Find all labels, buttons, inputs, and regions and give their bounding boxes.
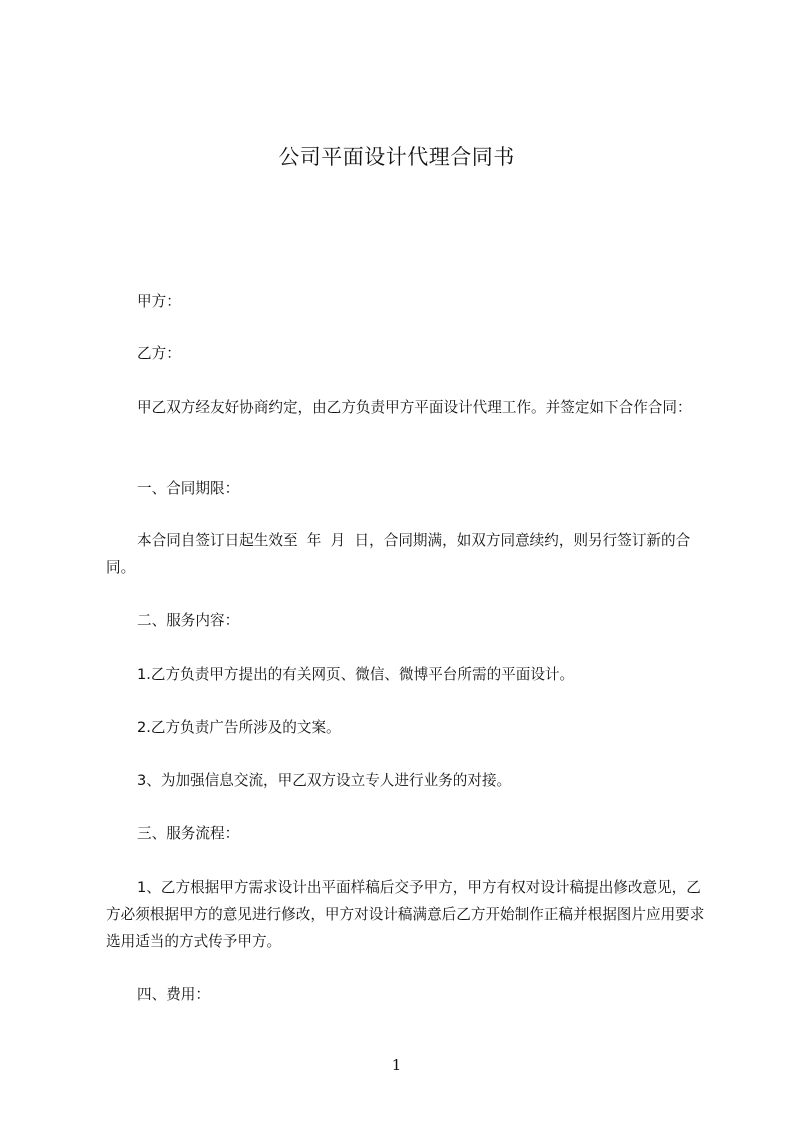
section1-heading: 一、合同期限： [137, 480, 240, 497]
section3-item-1: 1、乙方根据甲方需求设计出平面样稿后交予甲方，甲方有权对设计稿提出修改意见，乙方必须根据甲方的意见进行修改，甲方对设计稿满意后乙方开始制作正稿并根据图片应用要求选用适当的方式传予甲方。 [106, 879, 705, 950]
section4-heading: 四、费用： [137, 986, 210, 1003]
party-b-line: 乙方： [137, 345, 181, 362]
page-number: 1 [391, 1056, 402, 1074]
section2-item-2: 2.乙方负责广告所涉及的文案。 [137, 719, 341, 736]
party-a-line: 甲方： [137, 293, 181, 310]
section3-heading: 三、服务流程： [137, 825, 240, 842]
section2-heading: 二、服务内容： [137, 612, 240, 629]
document-title: 公司平面设计代理合同书 [278, 145, 515, 169]
section1-paragraph: 本合同自签订日起生效至 年 月 日，合同期满，如双方同意续约，则另行签订新的合同。 [106, 532, 691, 576]
section2-item-1: 1.乙方负责甲方提出的有关网页、微信、微博平台所需的平面设计。 [137, 666, 575, 683]
section2-item-3: 3、为加强信息交流，甲乙双方设立专人进行业务的对接。 [137, 772, 512, 789]
intro-paragraph: 甲乙双方经友好协商约定，由乙方负责甲方平面设计代理工作。并签定如下合作合同： [137, 399, 692, 416]
